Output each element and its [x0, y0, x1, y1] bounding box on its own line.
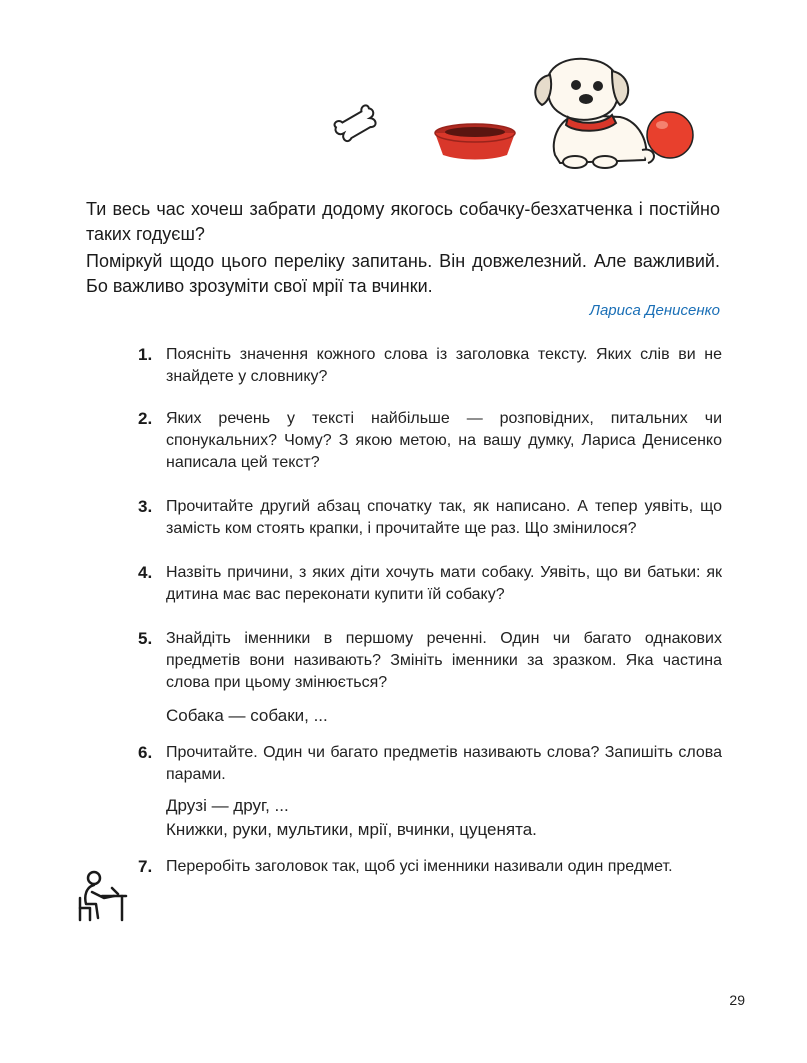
bone-icon [332, 103, 380, 144]
writing-at-desk-icon [72, 868, 128, 924]
dog-bowl-icon [435, 124, 515, 160]
task-list [138, 344, 722, 878]
task-number: 3. [138, 497, 153, 516]
task-text: Яких речень у тексті найбільше — розповідних, питальних чи спонукальних? Чому? З якою метою, на вашу думку, Лариса Денисенко написала цей текст? [166, 410, 722, 471]
ball-icon [647, 112, 693, 158]
dog-illustration [535, 59, 654, 168]
task-item [138, 742, 722, 842]
header-illustration [320, 55, 700, 175]
task-item [138, 344, 722, 388]
task-number: 7. [138, 857, 153, 876]
page-number: 29 [729, 992, 745, 1008]
task-text: Поясніть значення кожного слова із заголовка тексту. Яких слів ви не знайдете у словнику? [166, 346, 722, 385]
task-text: Прочитайте. Один чи багато предметів називають слова? Запишіть слова парами. [166, 744, 722, 783]
task-word-list: Книжки, руки, мультики, мрії, вчинки, цуценята. [166, 820, 537, 839]
task-item [138, 562, 722, 606]
intro-paragraph-2: Поміркуй щодо цього переліку запитань. Він довжелезний. Але важливий. Бо важливо зрозуміти свої мрії та вчинки. [86, 251, 720, 296]
task-number: 2. [138, 409, 153, 428]
task-example: Собака — собаки, ... [166, 706, 328, 725]
task-number: 1. [138, 345, 153, 364]
task-number: 6. [138, 743, 153, 762]
task-item [138, 496, 722, 540]
task-number: 4. [138, 563, 153, 582]
task-text: Переробіть заголовок так, щоб усі іменники називали один предмет. [166, 858, 673, 875]
task-text: Знайдіть іменники в першому реченні. Один чи багато однакових предметів вони називають? Змініть іменники за зразком. Яка частина слова при цьому змінюється? [166, 630, 722, 691]
task-number: 5. [138, 629, 153, 648]
task-item [138, 408, 722, 474]
author-name: Лариса Денисенко [589, 302, 720, 319]
task-example: Друзі — друг, ... [166, 796, 289, 815]
task-item [138, 628, 722, 728]
task-text: Прочитайте другий абзац спочатку так, як написано. А тепер уявіть, що замість ком стоять крапки, і прочитайте ще раз. Що змінилося? [166, 498, 722, 537]
task-text: Назвіть причини, з яких діти хочуть мати собаку. Уявіть, що ви батьки: як дитина має вас переконати купити їй собаку? [166, 564, 722, 603]
intro-paragraph-1: Ти весь час хочеш забрати додому якогось собачку-безхатченка і постійно таких годуєш? [86, 199, 720, 244]
task-item [138, 856, 722, 878]
